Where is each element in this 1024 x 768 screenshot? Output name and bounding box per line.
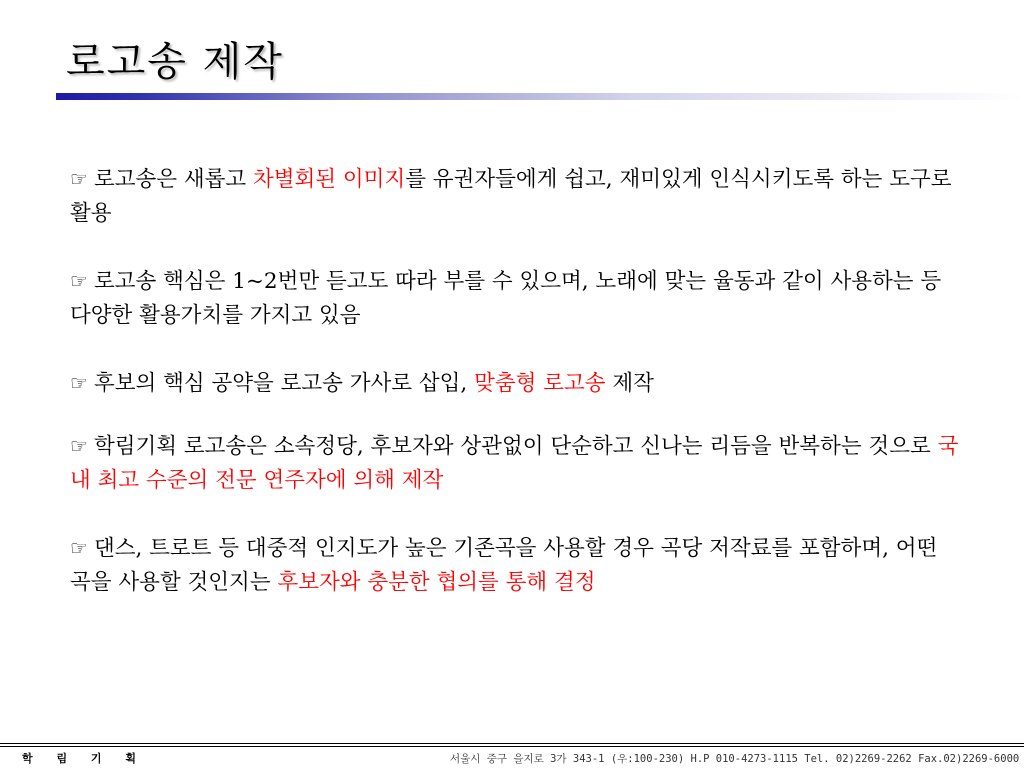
pointing-hand-icon: ☞: [70, 536, 88, 560]
pointing-hand-icon: ☞: [70, 269, 88, 293]
pointing-hand-icon: ☞: [70, 371, 88, 395]
bullet-item-production-quality: [70, 429, 960, 498]
bullet-item-custom-logo-song: [70, 366, 960, 401]
pointing-hand-icon: ☞: [70, 434, 88, 458]
bullet-text: 댄스, 트로트 등 대중적 인지도가 높은 기존곡을 사용할 경우 곡당 저작료를 포함하며, 어떤 곡을 사용할 것인지는: [70, 536, 938, 595]
bullet-item-logo-song-core: [70, 264, 960, 333]
slide-title: 로고송 제작: [66, 39, 284, 85]
bullet-text: 학림기획 로고송은 소속정당, 후보자와 상관없이 단순하고 신나는 리듬을 반복하는 것으로: [93, 434, 938, 459]
bullet-item-existing-songs: [70, 531, 960, 600]
bullet-text: 제작: [605, 371, 654, 396]
bullet-item-logo-song-purpose: [70, 162, 960, 231]
bullet-text: 로고송은 새롭고: [93, 167, 253, 192]
highlight-text: 후보자와 충분한 협의를 통해 결정: [277, 570, 596, 595]
footer-rule: [0, 743, 1024, 747]
bullet-text: 로고송 핵심은 1~2번만 듣고도 따라 부를 수 있으며, 노래에 맞는 율동과 같이 사용하는 등 다양한 활용가치를 가지고 있음: [70, 269, 942, 328]
title-underline-rule: [56, 93, 1024, 100]
highlight-text: 맞춤형 로고송: [474, 371, 606, 396]
pointing-hand-icon: ☞: [70, 167, 88, 191]
footer-company-name: 학 림 기 획: [22, 752, 146, 765]
bullet-list: [70, 162, 960, 633]
footer-contact-info: 서울시 중구 을지로 3가 343-1 (우:100-230) H.P 010-4273-1115 Tel. 02)2269-2262 Fax.02)2269-6000: [450, 753, 1020, 765]
highlight-text: 국내 최고 수준의 전문 연주자에 의해 제작: [70, 434, 959, 493]
highlight-text: 차별회된 이미지: [253, 167, 406, 192]
bullet-text: 후보의 핵심 공약을 로고송 가사로 삽입,: [93, 371, 475, 396]
bullet-text: 를 유권자들에게 쉽고, 재미있게 인식시키도록 하는 도구로 활용: [70, 167, 952, 226]
